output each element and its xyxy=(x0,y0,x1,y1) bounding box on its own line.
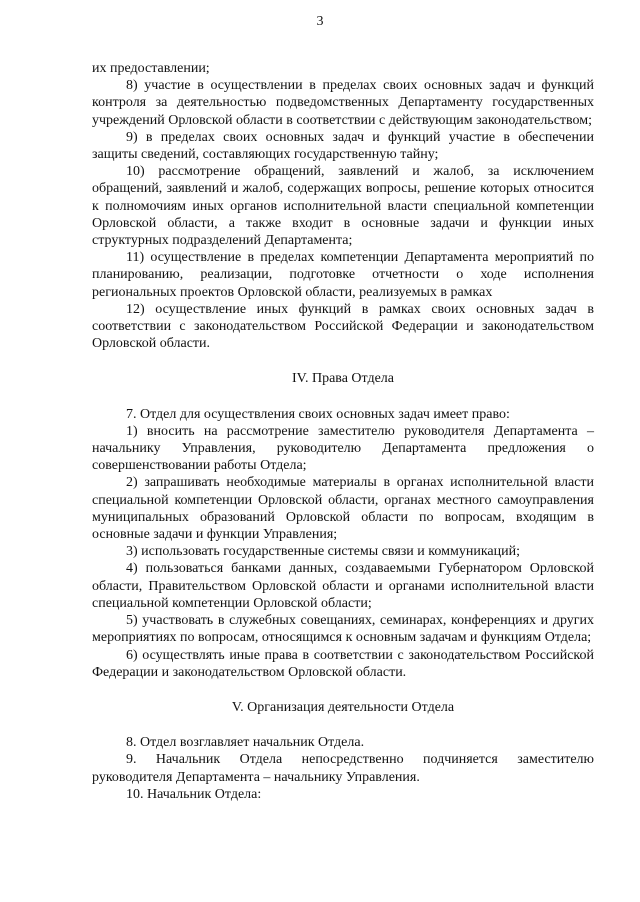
right-item-6: 6) осуществлять иные права в соответствии с законодательством Российской Федерации и законодательством Орловской области. xyxy=(92,647,594,680)
right-item-4: 4) пользоваться банками данных, создаваемыми Губернатором Орловской области, Правительством Орловской области и органами исполнительной власти специальной компетенции Орловской области; xyxy=(92,561,594,611)
section-heading-rights: IV. Права Отдела xyxy=(291,371,394,387)
continued-text: их предоставлении; xyxy=(92,61,210,76)
right-item-1: 1) вносить на рассмотрение заместителю руководителя Департамента – начальнику Управления, руководителю Департамента предложения о совершенствовании работы Отдела; xyxy=(92,423,594,474)
paragraph-9: 9. Начальник Отдела непосредственно подчиняется заместителю руководителя Департамента – начальнику Управления. xyxy=(92,752,594,785)
paragraph-7: 7. Отдел для осуществления своих основных задач имеет право: xyxy=(126,406,510,422)
section-heading-organization: V. Организация деятельности Отдела xyxy=(231,699,455,715)
paragraph-8: 8. Отдел возглавляет начальник Отдела. xyxy=(126,735,365,751)
right-item-5: 5) участвовать в служебных совещаниях, семинарах, конференциях и других мероприятиях по вопросам, относящимся к основным задачам и функциям Отдела; xyxy=(92,613,594,646)
list-item-8: 8) участие в осуществлении в пределах своих основных задач и функций контроля за деятельностью подведомственных Департаменту государственных учреждений Орловской области в соответствии с действующим законодательством; xyxy=(92,78,594,128)
page-number: 3 xyxy=(316,14,324,29)
paragraph-10: 10. Начальник Отдела: xyxy=(126,786,262,802)
right-item-2: 2) запрашивать необходимые материалы в органах исполнительной власти специальной компетенции Орловской области, органах местного самоуправления муниципальных образований Орловской области по вопросам, входящим в основные задачи и функции Управления; xyxy=(92,475,594,543)
list-item-11: 11) осуществление в пределах компетенции Департамента мероприятий по планированию, реализации, подготовке отчетности о ходе исполнения региональных проектов Орловской области, реализуемых в рамках xyxy=(92,250,594,300)
list-item-9: 9) в пределах своих основных задач и функций участие в обеспечении защиты сведений, составляющих государственную тайну; xyxy=(92,129,594,163)
list-item-12: 12) осуществление иных функций в рамках своих основных задач в соответствии с законодательством Российской Федерации и законодательством Орловской области. xyxy=(92,301,594,352)
document-body xyxy=(92,60,594,803)
right-item-3: 3) использовать государственные системы связи и коммуникаций; xyxy=(126,544,520,560)
list-item-10: 10) рассмотрение обращений, заявлений и жалоб, за исключением обращений, заявлений и жалоб, содержащих вопросы, решение которых относится к полномочиям иных органов исполнительной власти специальной компетенции Орловской области, а также входит в основные задачи и функции иных структурных подразделений Департамента; xyxy=(92,164,594,249)
